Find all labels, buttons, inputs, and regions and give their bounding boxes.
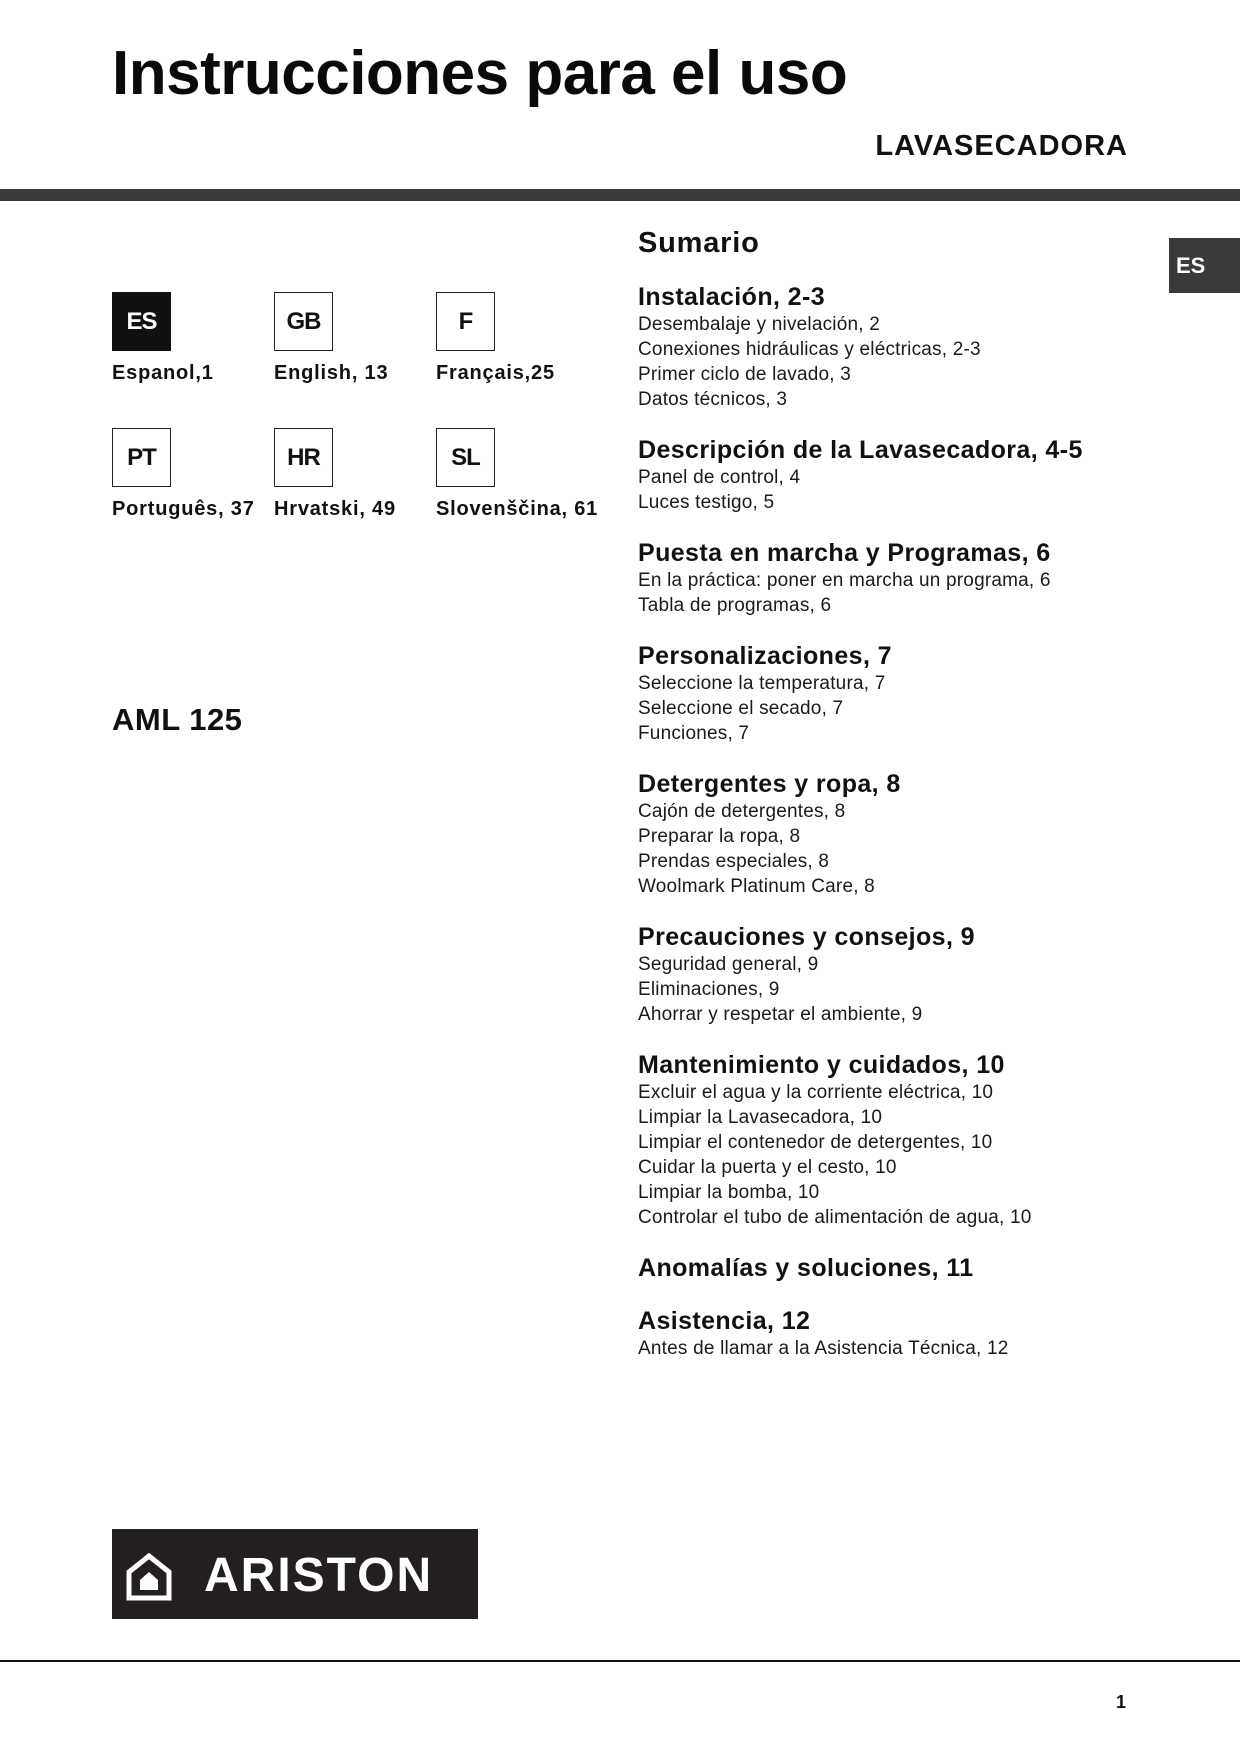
language-entry-gb: [274, 292, 389, 384]
language-code-box: HR: [274, 428, 333, 487]
language-code-box: F: [436, 292, 495, 351]
toc-entry: Cajón de detergentes, 8: [638, 801, 846, 822]
toc-section-heading: Mantenimiento y cuidados, 10: [638, 1051, 1005, 1079]
toc-section-heading: Asistencia, 12: [638, 1307, 811, 1335]
toc-entry: Limpiar la Lavasecadora, 10: [638, 1107, 883, 1128]
toc-section: [638, 1050, 1158, 1230]
language-side-tab: ES: [1169, 238, 1240, 293]
toc-entry: Excluir el agua y la corriente eléctrica, 10: [638, 1082, 994, 1103]
toc-entry: Primer ciclo de lavado, 3: [638, 364, 852, 385]
language-label: Português, 37: [112, 498, 255, 520]
toc-entry: Limpiar el contenedor de detergentes, 10: [638, 1132, 993, 1153]
language-entry-hr: [274, 428, 396, 520]
language-label: English, 13: [274, 362, 389, 384]
toc-section: [638, 538, 1158, 618]
toc-section-heading: Precauciones y consejos, 9: [638, 923, 975, 951]
language-label: Français,25: [436, 362, 555, 384]
toc-entry: Panel de control, 4: [638, 467, 801, 488]
page-title: Instrucciones para el uso: [112, 39, 848, 108]
toc-entry: Conexiones hidráulicas y eléctricas, 2-3: [638, 339, 981, 360]
toc-entry: Woolmark Platinum Care, 8: [638, 876, 875, 897]
language-code-box: PT: [112, 428, 171, 487]
page-subtitle: LAVASECADORA: [875, 130, 1128, 162]
language-label: Slovenščina, 61: [436, 498, 599, 520]
language-entry-pt: [112, 428, 255, 520]
toc-entry: Ahorrar y respetar el ambiente, 9: [638, 1004, 923, 1025]
toc-entry: Seleccione la temperatura, 7: [638, 673, 886, 694]
toc-section-heading: Personalizaciones, 7: [638, 642, 892, 670]
house-logo-icon: [126, 1553, 172, 1601]
toc-section: [638, 1253, 1158, 1283]
toc-entry: Controlar el tubo de alimentación de agua, 10: [638, 1207, 1032, 1228]
language-entry-sl: [436, 428, 599, 520]
toc-entry: Cuidar la puerta y el cesto, 10: [638, 1157, 897, 1178]
language-code-box: GB: [274, 292, 333, 351]
toc-entry: Seguridad general, 9: [638, 954, 819, 975]
toc-section: [638, 282, 1158, 412]
toc-entry: Prendas especiales, 8: [638, 851, 830, 872]
table-of-contents: [638, 282, 1158, 1384]
header-rule: [0, 189, 1240, 201]
toc-entry: Antes de llamar a la Asistencia Técnica, 12: [638, 1338, 1009, 1359]
toc-section-heading: Descripción de la Lavasecadora, 4-5: [638, 436, 1083, 464]
language-entry-es: [112, 292, 214, 384]
toc-section: [638, 1306, 1158, 1361]
language-code-box: ES: [112, 292, 171, 351]
toc-section: [638, 769, 1158, 899]
brand-name: ARISTON: [204, 1549, 434, 1602]
toc-entry: Eliminaciones, 9: [638, 979, 780, 1000]
toc-section-heading: Detergentes y ropa, 8: [638, 770, 901, 798]
toc-entry: Preparar la ropa, 8: [638, 826, 801, 847]
language-entry-f: [436, 292, 555, 384]
toc-section: [638, 435, 1158, 515]
toc-entry: Limpiar la bomba, 10: [638, 1182, 820, 1203]
toc-section: [638, 922, 1158, 1027]
footer-rule: [0, 1660, 1240, 1662]
language-code-box: SL: [436, 428, 495, 487]
brand-logo: [112, 1529, 478, 1619]
toc-title: Sumario: [638, 227, 760, 259]
toc-section-heading: Puesta en marcha y Programas, 6: [638, 539, 1051, 567]
toc-section-heading: Anomalías y soluciones, 11: [638, 1254, 974, 1282]
toc-entry: En la práctica: poner en marcha un programa, 6: [638, 570, 1051, 591]
toc-section-heading: Instalación, 2-3: [638, 283, 826, 311]
toc-entry: Datos técnicos, 3: [638, 389, 788, 410]
toc-entry: Luces testigo, 5: [638, 492, 775, 513]
toc-entry: Funciones, 7: [638, 723, 750, 744]
model-number: AML 125: [112, 702, 243, 737]
toc-section: [638, 641, 1158, 746]
language-label: Hrvatski, 49: [274, 498, 396, 520]
toc-entry: Tabla de programas, 6: [638, 595, 832, 616]
language-label: Espanol,1: [112, 362, 214, 384]
toc-entry: Desembalaje y nivelación, 2: [638, 314, 880, 335]
page-number: 1: [1115, 1692, 1126, 1712]
toc-entry: Seleccione el secado, 7: [638, 698, 844, 719]
